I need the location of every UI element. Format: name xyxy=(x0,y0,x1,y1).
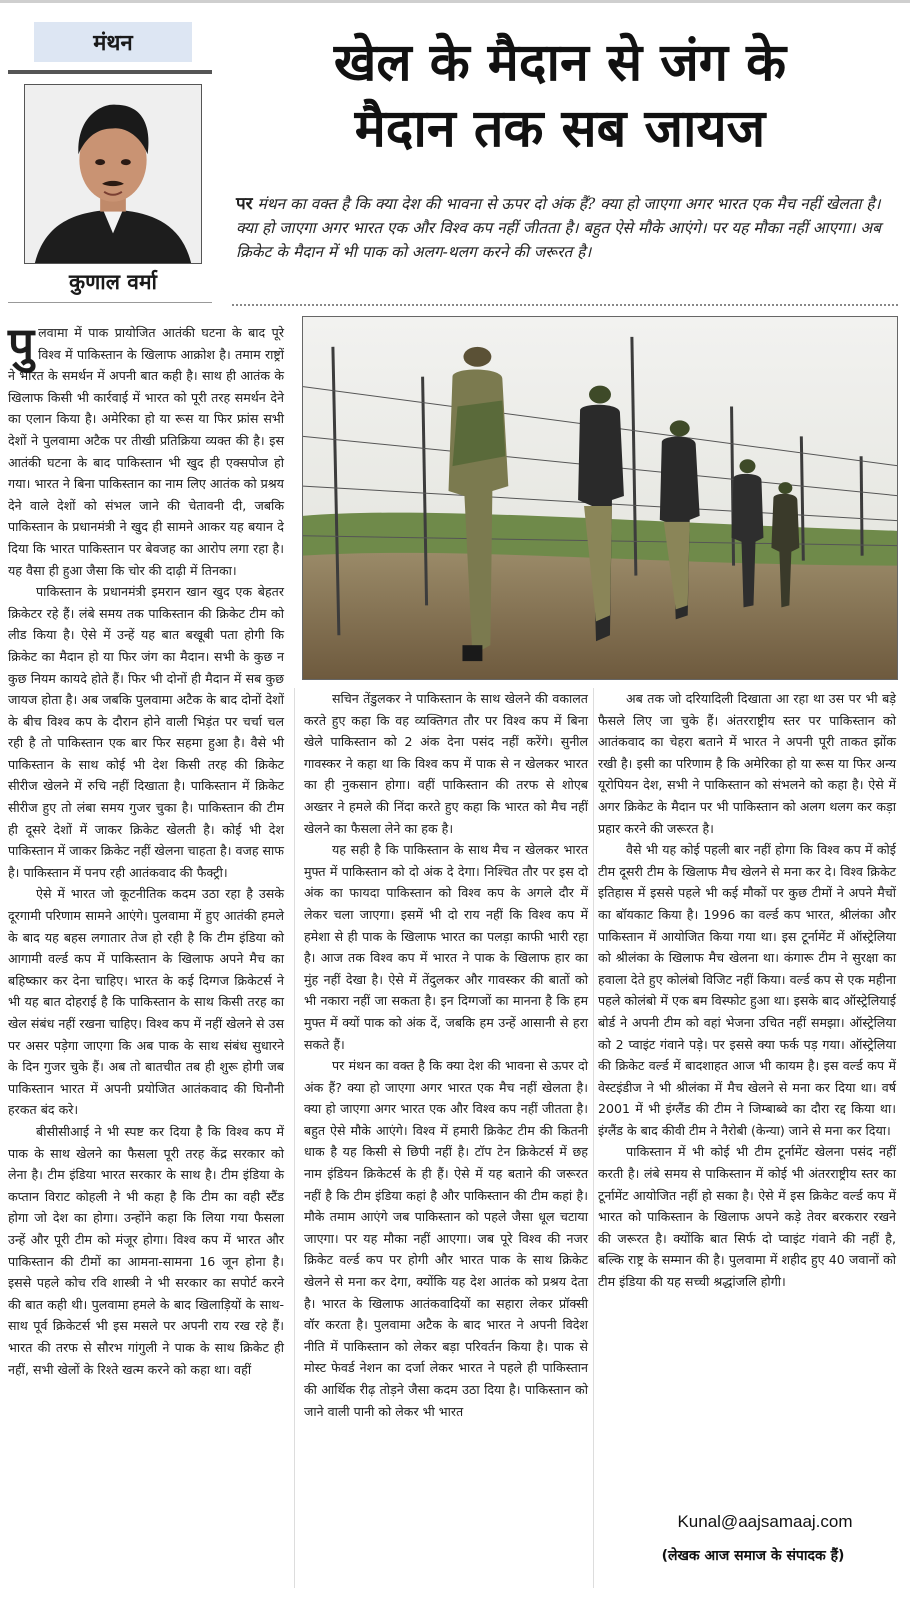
author-rule xyxy=(8,302,212,303)
dotted-divider xyxy=(232,304,898,306)
column-divider xyxy=(593,688,594,1588)
tag-rule xyxy=(8,70,212,74)
paragraph xyxy=(8,317,284,581)
author-footnote: (लेखक आज समाज के संपादक हैं) xyxy=(661,1548,845,1564)
paragraph-text: लवामा में पाक प्रायोजित आतंकी घटना के बाद पूरे विश्व में पाकिस्तान के खिलाफ आक्रोश है। तमाम राष्ट्रों ने भारत के समर्थन में अपनी बात कही है। साथ ही आतंक के खिलाफ किसी भी कार्रवाई में भारत को पूरी तरह समर्थन देने का एलान किया है। अमेरिका हो या रूस या फिर फ्रांस सभी देशों ने पुलवामा अटैक पर तीखी प्रतिक्रिया व्यक्त की है। इस आतंकी घटना के बाद पाकिस्तान भी खुद ही एक्सपोज हो गया। भारत ने बिना पाकिस्तान का नाम लिए आतंक को प्रश्रय देने वाले देशों को संभल जाने की चेतावनी दी, जबकि पाकिस्तान के प्रधानमंत्री ने खुद ही सामने आकर यह बयान दे दिया कि भारत पाकिस्तान पर बेवजह का आरोप लगा रहा है। यह वैसा ही हुआ जैसा कि चोर की दाढ़ी में तिनका। xyxy=(8,325,284,578)
column-divider xyxy=(294,688,295,1588)
paragraph: ऐसे में भारत जो कूटनीतिक कदम उठा रहा है उसके दूरगामी परिणाम सामने आएंगे। पुलवामा में हुए आतंकी हमले के बाद यह बहस लगातार तेज हो रही है कि टीम इंडिया को आगामी वर्ल्ड कप में पाकिस्तान के खिलाफ अपने मैच का बहिष्कार कर देना चाहिए। भारत के कई दिग्गज क्रिकेटर्स ने भी यह बात दोहराई है कि पाकिस्तान के साथ किसी तरह का खेल संबंध नहीं रखना चाहिए। विश्व कप में नहीं खेलने से उस पर असर पड़ेगा जाएगा कि अब पाक के साथ संबंध सुधारने के दिन गुजर चुके हैं। अब तो बातचीत तब ही शुरू होगी जब पाकिस्तान भारत में अपनी प्रयोजित आतंकवाद की घिनौनी हरकत बंद करे। xyxy=(8,886,284,1118)
paragraph: पाकिस्तान के प्रधानमंत्री इमरान खान खुद एक बेहतर क्रिकेटर रहे हैं। लंबे समय तक पाकिस्तान की क्रिकेट टीम को लीड किया है। ऐसे में उन्हें यह बात बखूबी पता होगी कि क्रिकेट का मैदान हो या फिर जंग का मैदान। सभी के कुछ न कुछ नियम कायदे होते हैं। फिर भी दोनों ही मैदान में सब कुछ जायज होता है। अब जबकि पुलवामा अटैक के बाद दोनों देशों के बीच विश्व कप के दौरान होने वाली भिड़ंत पर चर्चा चल रही है तो पाकिस्तान एक बार फिर सहमा हुआ है। वैसे भी पाकिस्तान के साथ कोई भी देश किसी तरह की क्रिकेट सीरीज खेलने में रुचि नहीं दिखाता है। पाकिस्तान में क्रिकेट सीरीज हुए तो लंबा समय गुजर चुका है। पाकिस्तान की टीम ही दूसरे देशों में जाकर क्रिकेट खेलती है। कोई भी देश पाकिस्तान में जाकर क्रिकेट नहीं खेलना चाहता है। वजह साफ है। पाकिस्तान में पनप रही आतंकवाद की फैक्ट्री। xyxy=(8,584,285,880)
drop-cap: पु xyxy=(8,317,35,371)
headline-line-2: मैदान तक सब जायज xyxy=(354,99,766,159)
bsf-patrol-photo-image xyxy=(303,317,897,679)
article-column-2 xyxy=(304,688,588,1584)
author-portrait xyxy=(24,84,202,264)
paragraph: सचिन तेंडुलकर ने पाकिस्तान के साथ खेलने की वकालत करते हुए कहा कि वह व्यक्तिगत तौर पर विश्व कप में बिना खेले पाकिस्तान को 2 अंक देना पसंद नहीं करेंगे। सुनील गावस्कर ने कहा था कि विश्व कप में पाक से न खेलकर भारत का ही नुकसान होगा। वहीं पाकिस्तान की तरफ से शोएब अख्तर ने हमले की निंदा करते हुए कहा कि भारत को मैच नहीं खेलने का फैसला लेने का हक है। xyxy=(304,691,588,836)
paragraph: बीसीसीआई ने भी स्पष्ट कर दिया है कि विश्व कप में पाक के साथ खेलने का फैसला पूरी तरह केंद्र सरकार को लेना है। टीम इंडिया भारत सरकार के साथ है। टीम इंडिया के कप्तान विराट कोहली ने भी कहा है कि टीम का वही स्टैंड होगा जो देश का होगा। उन्होंने कहा कि लिया गया फैसला उन्हें और पूरी टीम को मंजूर होगा। विश्व कप में भारत और पाकिस्तान की टीमों का आमना-सामना 16 जून होना है। इससे पहले कोच रवि शास्त्री ने भी सरकार का सपोर्ट करने की बात कही थी। पुलवामा हमले के बाद खिलाड़ियों के साथ-साथ पूर्व क्रिकेटर्स भी इस मसले पर अपनी राय रख रहे हैं। भारत की तरफ से सौरभ गांगुली ने पाक के साथ क्रिकेट ही नहीं, सभी खेलों के रिश्ते खत्म करने को कहा था। वहीं xyxy=(8,1123,284,1377)
paragraph: यह सही है कि पाकिस्तान के साथ मैच न खेलकर भारत मुफ्त में पाकिस्तान को दो अंक दे देगा। निश्चित तौर पर इस दो अंक का फायदा पाकिस्तान को विश्व कप के अगले दौर में लेकर चला जाएगा। इसमें भी दो राय नहीं कि विश्व कप में हमेशा से ही पाक के खिलाफ भारत का पलड़ा काफी भारी रहा है। आज तक विश्व कप में भारत ने पाक के खिलाफ हार का मुंह नहीं देखा है। ऐसे में तेंदुलकर और गावस्कर की बातों को भी नकारा नहीं जा सकता है। इन दिग्गजों का मानना है कि हम मुफ्त में क्यों पाक को अंक दें, जबकि हम उन्हें आसानी से हरा सकते हैं। xyxy=(304,842,588,1052)
author-name: कुणाल वर्मा xyxy=(69,270,157,294)
standfirst-lead: पर xyxy=(236,194,253,214)
paragraph: वैसे भी यह कोई पहली बार नहीं होगा कि विश्व कप में कोई टीम दूसरी टीम के खिलाफ मैच खेलने से मना कर दे। विश्व क्रिकेट इतिहास में इससे पहले भी कई मौकों पर कुछ टीमों ने अपने मैचों का बॉयकाट किया है। 1996 का वर्ल्ड कप भारत, श्रीलंका और पाकिस्तान में आयोजित किया गया था। इस टूर्नामेंट में ऑस्ट्रेलिया को श्रीलंका के खिलाफ मैच खेलना था। कंगारू टीम ने सुरक्षा का हवाला देते हुए कोलंबो विजिट नहीं किया। वर्ल्ड कप से एक महीना पहले कोलंबो में एक बम विस्फोट हुआ था। इसके बाद ऑस्ट्रेलियाई बोर्ड ने अपनी टीम को वहां भेजना उचित नहीं समझा। ऑस्ट्रेलिया को 2 प्वाइंट गंवाने पड़े। पर इससे क्या फर्क पड़ गया। ऑस्ट्रेलिया की क्रिकेट वर्ल्ड में बादशाहत आज भी कायम है। इस वर्ल्ड कप में वेस्टइंडीज ने भी श्रीलंका में मैच खेलने से मना कर दिया था। वर्ष 2001 में भी इंग्लैंड की टीम ने जिम्बाब्वे का दौरा रद्द किया था। इंग्लैंड के बाद कीवी टीम ने नैरोबी (केन्या) जाने से मना कर दिया। xyxy=(598,842,896,1138)
top-rule xyxy=(0,0,910,3)
column-tag: मंथन xyxy=(34,22,192,62)
article-column-1 xyxy=(8,317,285,1584)
paragraph: अब तक जो दरियादिली दिखाता आ रहा था उस पर भी बड़े फैसले लिए जा चुके हैं। अंतरराष्ट्रीय स्तर पर पाकिस्तान को आतंकवाद का चेहरा बताने में भारत ने अपनी पूरी ताकत झोंक रखी है। इसी का परिणाम है कि अमेरिका हो या रूस या फिर अन्य यूरोपियन देश, सभी ने पाकिस्तान को संभलने को कहा है। ऐसे में अगर क्रिकेट के मैदान पर भी पाकिस्तान को अलग थलग कर कड़ा प्रहार करने की जरूरत है। xyxy=(598,691,896,836)
paragraph: पाकिस्तान में भी कोई भी टीम टूर्नामेंट खेलना पसंद नहीं करती है। लंबे समय से पाकिस्तान में कोई भी अंतरराष्ट्रीय स्तर का टूर्नामेंट आयोजित नहीं हो सका है। ऐसे में इस क्रिकेट वर्ल्ड कप में भारत को पाकिस्तान के खिलाफ अपने कड़े तेवर बरकरार रखने की जरूरत है। क्योंकि बात सिर्फ दो प्वाइंट गंवाने की नहीं है, बल्कि राष्ट्र के सम्मान की है। पुलवामा में शहीद हुए 40 जवानों को टीम इंडिया की यह सच्ची श्रद्धांजलि होगी। xyxy=(598,1144,896,1290)
article-column-3 xyxy=(598,688,896,1568)
headline-line-1: खेल के मैदान से जंग के xyxy=(333,33,787,93)
standfirst xyxy=(236,192,896,264)
headline xyxy=(220,30,900,162)
author-portrait-image xyxy=(25,85,201,263)
bsf-patrol-photo xyxy=(302,316,898,680)
paragraph: पर मंथन का वक्त है कि क्या देश की भावना से ऊपर दो अंक हैं? क्या हो जाएगा अगर भारत एक मैच नहीं खेलता है। क्या हो जाएगा अगर भारत एक और विश्व कप नहीं जीतता है। बहुत ऐसे मौके आएंगे। विश्व में हमारी क्रिकेट टीम की कितनी धाक है यह किसी से छिपी नहीं है। टॉप टेन क्रिकेटर्स में छह नाम इंडियन क्रिकेटर्स के ही हैं। ऐसे में यह बताने की जरूरत नहीं है कि टीम इंडिया कहां है और पाकिस्तान की टीम कहां है। मौके तमाम आएंगे जब पाकिस्तान को पहले जैसा धूल चटाया जाएगा। पर यह मौका नहीं आएगा। जब पूरे विश्व की नजर क्रिकेट वर्ल्ड कप पर होगी और भारत पाक के साथ क्रिकेट खेलने से मना कर देगा, क्योंकि यह देश आतंक को प्रश्रय देता है। भारत के खिलाफ आतंकवादियों का सहारा लेकर प्रॉक्सी वॉर करता है। पुलवामा अटैक के बाद भारत ने अपनी विदेश नीति में पाकिस्तान को लेकर बड़ा परिवर्तन किया है। पाक से मोस्ट फेवर्ड नेशन का दर्जा लेकर भारत ने पहले ही पाकिस्तान की आर्थिक रीढ़ तोड़ने जैसा कदम उठा दिया है। पाकिस्तान को जाने वाली पानी को लेकर भी भारत xyxy=(304,1058,588,1419)
standfirst-text: मंथन का वक्त है कि क्या देश की भावना से ऊपर दो अंक हैं? क्या हो जाएगा अगर भारत एक मैच नहीं खेलता है। क्या हो जाएगा अगर भारत एक और विश्व कप नहीं जीतता है। बहुत ऐसे मौके आएंगे। पर यह मौका नहीं आएगा। अब क्रिकेट के मैदान में भी पाक को अलग-थलग करने की जरूरत है। xyxy=(236,195,881,261)
author-email[interactable]: Kunal@aajsamaaj.com xyxy=(677,1512,853,1531)
